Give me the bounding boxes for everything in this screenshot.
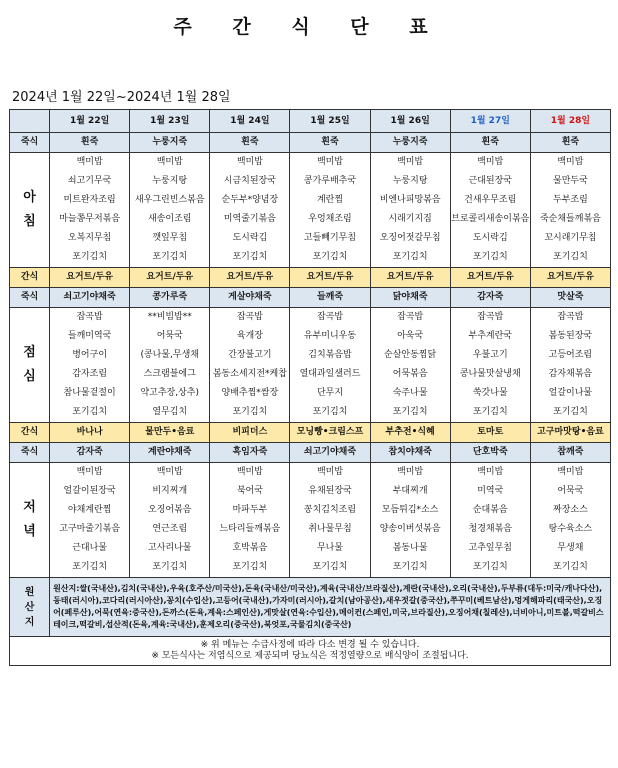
- dinner-day-cell: [290, 463, 370, 578]
- breakfast-porridge-cell: 흰죽: [210, 133, 290, 153]
- menu-item: 야채계란찜: [67, 505, 112, 515]
- menu-item: 봄동된장국: [548, 331, 593, 341]
- menu-item: 시래기지짐: [388, 214, 432, 224]
- lunch-porridge-cell: 맛살죽: [530, 288, 610, 308]
- afternoon-snack-cell: 고구마맛탕•음료: [530, 423, 610, 443]
- menu-item: 백미밥: [236, 467, 263, 477]
- morning-snack-cell: 요거트/두유: [210, 268, 290, 288]
- menu-item: 꼬시래기무침: [544, 233, 597, 243]
- menu-item: 누룽지탕: [152, 176, 188, 186]
- menu-item: 포기김치: [472, 407, 508, 417]
- dinner-label: [10, 463, 50, 578]
- lunch-porridge-cell: 게살야채죽: [210, 288, 290, 308]
- page-title: 주 간 식 단 표: [173, 16, 445, 38]
- menu-item: 포기김치: [472, 562, 508, 572]
- lunch-porridge-cell: 콩가루죽: [130, 288, 210, 308]
- morning-snack-cell: 요거트/두유: [290, 268, 370, 288]
- menu-item: 죽순채들깨볶음: [539, 214, 601, 224]
- dinner-label-text: 저녁: [23, 500, 36, 539]
- menu-item: 콩가루배추국: [303, 176, 357, 186]
- notes-cell: [10, 637, 611, 666]
- menu-item: 쇠고기무국: [67, 176, 112, 186]
- lunch-day-cell: [450, 308, 530, 423]
- menu-item: 백미밥: [397, 467, 424, 477]
- menu-item: 아욱국: [397, 331, 424, 341]
- day-header: 1월 28일: [530, 110, 610, 133]
- lunch-day-cell: [130, 308, 210, 423]
- lunch-porridge-cell: 닭야채죽: [370, 288, 450, 308]
- notes-row: [10, 637, 611, 666]
- menu-item: 어묵국: [156, 331, 183, 341]
- day-header: 1월 26일: [370, 110, 450, 133]
- afternoon-snack-label: 간식: [10, 423, 50, 443]
- dinner-porridge-cell: 단호박죽: [450, 443, 530, 463]
- breakfast-porridge-cell: 흰죽: [530, 133, 610, 153]
- menu-item: 콩나물맛살냉채: [459, 369, 521, 379]
- morning-snack-cell: 요거트/두유: [530, 268, 610, 288]
- menu-item: 순살안동찜닭: [384, 350, 437, 360]
- breakfast-label: [10, 153, 50, 268]
- menu-item: 잡곡밥: [316, 312, 344, 322]
- menu-item: 포기김치: [392, 252, 428, 262]
- dinner-day-cell: [130, 463, 210, 578]
- menu-item: 브로콜리새송이볶음: [451, 214, 530, 224]
- breakfast-porridge-cell: 흰죽: [50, 133, 130, 153]
- morning-snack-cell: 요거트/두유: [450, 268, 530, 288]
- menu-item: 양송이버섯볶음: [379, 524, 441, 534]
- menu-item: 고구마줄기볶음: [59, 524, 121, 534]
- menu-item: 고들빼기무침: [303, 233, 357, 243]
- note-line: ※ 위 메뉴는 수급사정에 따라 다소 변경 될 수 있습니다.: [200, 640, 420, 650]
- lunch-day-cell: [50, 308, 130, 423]
- menu-item: 얼갈이된장국: [63, 486, 116, 496]
- afternoon-snack-cell: 물만두•음료: [130, 423, 210, 443]
- morning-snack-label: 간식: [10, 268, 50, 288]
- menu-item: 어묵국: [557, 486, 584, 496]
- menu-item: 스크램블에그: [143, 369, 196, 379]
- menu-item: 백미밥: [557, 467, 584, 477]
- breakfast-porridge-cell: 흰죽: [450, 133, 530, 153]
- menu-item: 고추잎무침: [468, 543, 512, 553]
- menu-item: 열무김치: [152, 407, 188, 417]
- breakfast-porridge-cell: 흰죽: [290, 133, 370, 153]
- menu-item: 잡곡밥: [236, 312, 263, 322]
- menu-item: 포기김치: [312, 252, 348, 262]
- dinner-porridge-label: 죽식: [10, 443, 50, 463]
- menu-item: 물만두국: [553, 176, 588, 186]
- menu-item: 백미밥: [557, 157, 584, 167]
- lunch-porridge-row: [10, 288, 611, 308]
- menu-item: 비엔나피망볶음: [379, 195, 441, 205]
- breakfast-day-cell: [50, 153, 130, 268]
- menu-item: 누룽지탕: [392, 176, 428, 186]
- menu-item: 미역국: [477, 486, 504, 496]
- menu-item: **비빔밥**: [147, 312, 192, 322]
- menu-item: 잡곡밥: [557, 312, 584, 322]
- lunch-row: [10, 308, 611, 423]
- menu-item: 들깨미역국: [67, 331, 112, 341]
- lunch-porridge-cell: 쇠고기야채죽: [50, 288, 130, 308]
- menu-item: 포기김치: [553, 407, 588, 417]
- day-header: 1월 23일: [130, 110, 210, 133]
- afternoon-snack-cell: 토마토: [450, 423, 530, 443]
- menu-item: 백미밥: [316, 157, 344, 167]
- afternoon-snack-cell: 비피더스: [210, 423, 290, 443]
- menu-item: 호박볶음: [232, 543, 268, 553]
- dinner-porridge-cell: 참치야채죽: [370, 443, 450, 463]
- breakfast-day-cell: [450, 153, 530, 268]
- breakfast-label-text: 아침: [23, 190, 36, 229]
- menu-item: 유부미니우동: [303, 331, 357, 341]
- breakfast-porridge-row: [10, 133, 611, 153]
- morning-snack-cell: 요거트/두유: [50, 268, 130, 288]
- lunch-porridge-cell: 들깨죽: [290, 288, 370, 308]
- menu-item: 김치볶음밥: [308, 350, 352, 360]
- menu-item: 포기김치: [392, 562, 428, 572]
- menu-item: 잡곡밥: [477, 312, 504, 322]
- menu-item: 깻잎무침: [152, 233, 188, 243]
- menu-item: 무나물: [316, 543, 344, 553]
- menu-item: 부추계란국: [468, 331, 512, 341]
- menu-item: (콩나물,무생채: [140, 350, 200, 360]
- menu-item: 우엉채조림: [308, 214, 352, 224]
- menu-item: 비지찌개: [152, 486, 188, 496]
- menu-item: 꽁치김치조림: [303, 505, 357, 515]
- breakfast-day-cell: [290, 153, 370, 268]
- menu-item: 백미밥: [477, 467, 504, 477]
- breakfast-row: [10, 153, 611, 268]
- lunch-label-text: 점심: [23, 345, 36, 384]
- menu-item: 순두부*양념장: [221, 195, 279, 205]
- menu-item: 마파두부: [232, 505, 268, 515]
- afternoon-snack-cell: 바나나: [50, 423, 130, 443]
- menu-item: 포기김치: [553, 562, 588, 572]
- lunch-day-cell: [290, 308, 370, 423]
- menu-item: 양배추찜*쌈장: [221, 388, 279, 398]
- menu-item: 시금치된장국: [223, 176, 276, 186]
- breakfast-day-cell: [130, 153, 210, 268]
- menu-item: 포기김치: [152, 252, 188, 262]
- menu-item: 마늘쫑무저볶음: [59, 214, 121, 224]
- menu-item: 백미밥: [76, 467, 103, 477]
- breakfast-day-cell: [210, 153, 290, 268]
- menu-item: 포기김치: [232, 407, 268, 417]
- dinner-porridge-cell: 참깨죽: [530, 443, 610, 463]
- menu-item: 포기김치: [72, 252, 108, 262]
- menu-item: 도시락김: [472, 233, 508, 243]
- menu-item: 탕수육소스: [548, 524, 593, 534]
- menu-item: 백미밥: [477, 157, 504, 167]
- morning-snack-row: [10, 268, 611, 288]
- lunch-day-cell: [210, 308, 290, 423]
- menu-item: 오징어볶음: [148, 505, 192, 515]
- morning-snack-cell: 요거트/두유: [130, 268, 210, 288]
- menu-item: 병어구이: [72, 350, 108, 360]
- menu-item: 포기김치: [72, 407, 108, 417]
- dinner-day-cell: [450, 463, 530, 578]
- menu-item: 포기김치: [232, 562, 268, 572]
- menu-item: 어묵볶음: [392, 369, 428, 379]
- menu-item: 새송이조림: [148, 214, 192, 224]
- breakfast-porridge-label: 죽식: [10, 133, 50, 153]
- menu-item: 백미밥: [397, 157, 424, 167]
- menu-item: 포기김치: [472, 252, 508, 262]
- afternoon-snack-cell: 모닝빵•크림스프: [290, 423, 370, 443]
- menu-item: 포기김치: [152, 562, 188, 572]
- menu-item: 우불고기: [472, 350, 508, 360]
- menu-item: 포기김치: [312, 562, 348, 572]
- menu-item: 계란찜: [316, 195, 344, 205]
- lunch-porridge-cell: 감자죽: [450, 288, 530, 308]
- menu-item: 도시락김: [232, 233, 268, 243]
- menu-item: 건새우무조림: [464, 195, 517, 205]
- lunch-day-cell: [530, 308, 610, 423]
- day-header: 1월 27일: [450, 110, 530, 133]
- menu-item: 백미밥: [236, 157, 263, 167]
- weekly-menu-table: [9, 109, 611, 666]
- dinner-porridge-cell: 계란야채죽: [130, 443, 210, 463]
- dinner-day-cell: [50, 463, 130, 578]
- menu-item: 간장불고기: [228, 350, 272, 360]
- menu-item: 미역줄기볶음: [223, 214, 276, 224]
- menu-item: 청경채볶음: [468, 524, 512, 534]
- menu-item: 무생채: [557, 543, 584, 553]
- dinner-porridge-cell: 흑임자죽: [210, 443, 290, 463]
- menu-item: 쑥갓나물: [472, 388, 508, 398]
- menu-item: 감자조림: [72, 369, 108, 379]
- menu-item: 미트완자조림: [63, 195, 116, 205]
- dinner-porridge-cell: 쇠고기야채죽: [290, 443, 370, 463]
- menu-item: 고사리나물: [148, 543, 192, 553]
- menu-item: 포기김치: [392, 407, 428, 417]
- day-header: 1월 25일: [290, 110, 370, 133]
- breakfast-day-cell: [370, 153, 450, 268]
- menu-item: 새우그린빈스볶음: [134, 195, 205, 205]
- breakfast-porridge-cell: 누룽지죽: [130, 133, 210, 153]
- menu-item: 부대찌개: [392, 486, 428, 496]
- menu-item: 포기김치: [232, 252, 268, 262]
- menu-item: 포기김치: [312, 407, 348, 417]
- menu-item: 연근조림: [152, 524, 188, 534]
- menu-item: 약고추장,상추): [140, 388, 200, 398]
- menu-item: 유채된장국: [308, 486, 352, 496]
- origin-label-text: 원산지: [24, 586, 35, 628]
- origin-label: [10, 578, 50, 637]
- menu-item: 백미밥: [156, 157, 183, 167]
- menu-item: 숙주나물: [392, 388, 428, 398]
- breakfast-porridge-cell: 누룽지죽: [370, 133, 450, 153]
- menu-item: 봄동소세지전*케찹: [212, 369, 287, 379]
- menu-item: 오징어젓갈무침: [379, 233, 441, 243]
- dinner-porridge-cell: 감자죽: [50, 443, 130, 463]
- menu-item: 백미밥: [156, 467, 183, 477]
- dinner-row: [10, 463, 611, 578]
- menu-item: 백미밥: [316, 467, 344, 477]
- menu-item: 감자채볶음: [548, 369, 593, 379]
- menu-item: 북어국: [236, 486, 263, 496]
- dinner-porridge-row: [10, 443, 611, 463]
- menu-item: 두부조림: [553, 195, 588, 205]
- afternoon-snack-row: [10, 423, 611, 443]
- menu-item: 오복지무침: [67, 233, 112, 243]
- menu-item: 얼갈이나물: [548, 388, 593, 398]
- header-corner: [10, 110, 50, 133]
- menu-item: 느타리들깨볶음: [219, 524, 281, 534]
- menu-item: 근대나물: [72, 543, 108, 553]
- menu-item: 포기김치: [72, 562, 108, 572]
- origin-text: 원산지:쌀(국내산),김치(국내산),우육(호주산/미국산),돈육(국내산/미국산),계육(국내산/브라질산),계란(국내산),오리(국내산),두부류(대두:미국/캐나다산),동태(러시아),코다리(러시아산),꽁치(수입산),고등어(국내산),가자미(러시아),갈치(남아공산),새우젓갈(중국산),쭈꾸미(베트남산),멍게해파리(태국산),오징어(페루산),어묵(연육:중국산),돈까스(돈육,계육:스페인산),게맛살(연육:수입산),메이컨(스페인,미국,브라질산),오징어채(칠레산),너비아니,미트볼,떡갈비스테이크,떡갈비,섭산적(돈육,계육:국내산),훈제오리(중국산),북엇포,국물김치(중국산): [50, 578, 611, 637]
- lunch-label: [10, 308, 50, 423]
- lunch-porridge-label: 죽식: [10, 288, 50, 308]
- menu-item: 봄동나물: [392, 543, 428, 553]
- dinner-day-cell: [530, 463, 610, 578]
- menu-item: 잡곡밥: [76, 312, 103, 322]
- menu-item: 육개장: [236, 331, 263, 341]
- menu-item: 취나물무침: [308, 524, 352, 534]
- afternoon-snack-cell: 부추전•식혜: [370, 423, 450, 443]
- day-header: 1월 22일: [50, 110, 130, 133]
- lunch-day-cell: [370, 308, 450, 423]
- dinner-day-cell: [370, 463, 450, 578]
- menu-item: 순대볶음: [472, 505, 508, 515]
- menu-item: 백미밥: [76, 157, 103, 167]
- note-line: ※ 모든식사는 저염식으로 제공되며 당뇨식은 적정열량으로 배식양이 조절됩니다.: [151, 651, 469, 661]
- day-header: 1월 24일: [210, 110, 290, 133]
- morning-snack-cell: 요거트/두유: [370, 268, 450, 288]
- menu-item: 모듬튀김*소스: [381, 505, 439, 515]
- menu-item: 고등어조림: [548, 350, 593, 360]
- dinner-day-cell: [210, 463, 290, 578]
- day-header-row: [10, 110, 611, 133]
- menu-item: 짜장소스: [553, 505, 588, 515]
- menu-item: 잡곡밥: [397, 312, 424, 322]
- origin-row: [10, 578, 611, 637]
- menu-item: 열대과일샐러드: [299, 369, 361, 379]
- menu-item: 단무지: [316, 388, 344, 398]
- date-range: 2024년 1월 22일~2024년 1월 28일: [12, 90, 231, 105]
- menu-item: 참나물겉절이: [63, 388, 116, 398]
- menu-item: 근대된장국: [468, 176, 512, 186]
- menu-item: 포기김치: [553, 252, 588, 262]
- breakfast-day-cell: [530, 153, 610, 268]
